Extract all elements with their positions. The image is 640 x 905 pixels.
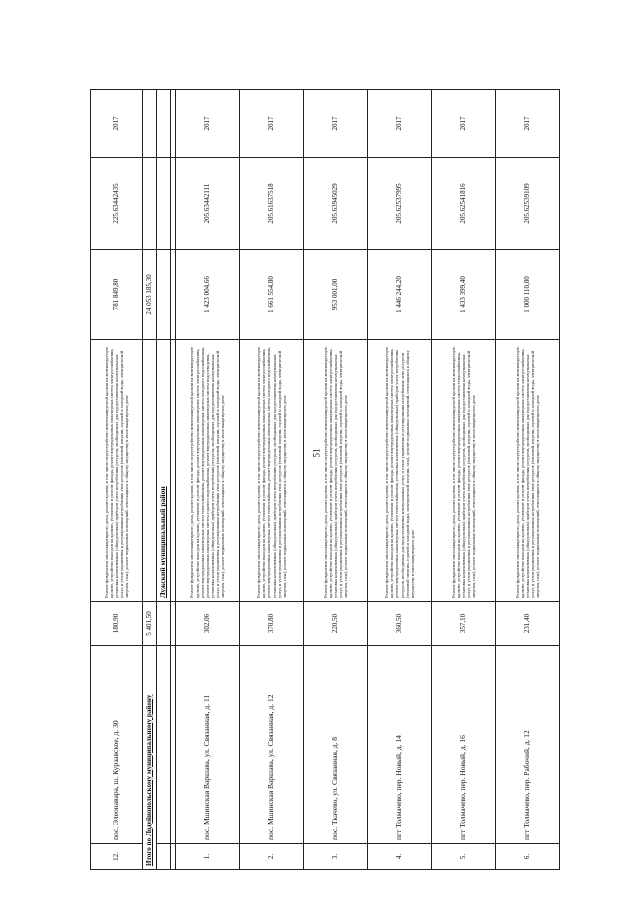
rotated-table-container: [90, 90, 560, 870]
row-number: 2.: [240, 844, 304, 870]
row-number: 3.: [304, 844, 368, 870]
table-row: [304, 90, 368, 870]
code-cell: 205.62541816: [432, 158, 496, 250]
row-number: 12.: [91, 844, 143, 870]
district-empty-cell: [157, 90, 171, 158]
year-cell: 2017: [304, 90, 368, 158]
year-cell: 2017: [240, 90, 304, 158]
district-row: [157, 90, 171, 870]
district-empty-cell: [157, 250, 171, 340]
cost-cell: 781 849,80: [91, 250, 143, 340]
work-description-cell: Ремонт фундамента многоквартирного дома, ремонт кровли, в том числе переустройство невентилируемой кровли на вентилируемую кровлю, устройство выходов на кровлю, утепление и ремонт фасада, ремонт внутридомовых инженерных систем электроснабжения, ремонт внутридомовых инженерных систем теплоснабжения, ремонт внутридомовых инженерных систем холодного водоснабжения, ремонт внутридомовых инженерных систем горячего водоснабжения, ремонт внутридомовых инженерных систем водоотведения, установка коллективных (общедомовых) приборов учета потребления ресурсов, необходимых для предоставления коммунальных услуг, и узлов управления и регулирования потребления этих ресурсов (тепловой энергии, горячей и холодной воды, электрической энергии, газа), ремонт подвальных помещений, относящихся к общему имуществу в многоквартирном доме: [176, 340, 240, 602]
area-cell: 180,90: [91, 602, 143, 646]
total-cost: 24 053 185,30: [143, 250, 157, 340]
total-row: [143, 90, 157, 870]
code-cell: 205.63945029: [304, 158, 368, 250]
cost-cell: 953 001,00: [304, 250, 368, 340]
code-cell: 205.61637518: [240, 158, 304, 250]
total-empty-cell: [143, 340, 157, 602]
total-empty-cell: [143, 90, 157, 158]
area-cell: 357,10: [432, 602, 496, 646]
work-description-cell: Ремонт фундамента многоквартирного дома, ремонт кровли, в том числе переустройство невентилируемой кровли на вентилируемую кровлю, устройство выходов на кровлю, утепление и ремонт фасада, ремонт внутридомовых инженерных систем теплоснабжения, установка коллективных (общедомовых) приборов учета потребления ресурсов, необходимых для предоставления коммунальных услуг, и узлов управления и регулирования потребления этих ресурсов (тепловой энергии, горячей и холодной воды, электрической энергии, газа), ремонт подвальных помещений, относящихся к общему имуществу в многоквартирном доме: [432, 340, 496, 602]
total-area: 5 401,50: [143, 602, 157, 646]
year-cell: 2017: [496, 90, 560, 158]
address-cell: пгт Толмачево, пер. Новый, д. 14: [368, 646, 432, 844]
page-number: 51: [311, 448, 322, 458]
district-empty-cell: [157, 158, 171, 250]
row-number: 5.: [432, 844, 496, 870]
table-row: [432, 90, 496, 870]
address-cell: пос. Элеонавара, ш. Курзавское, д. 30: [91, 646, 143, 844]
code-cell: 205.63442111: [176, 158, 240, 250]
code-cell: 205.62537995: [368, 158, 432, 250]
address-cell: пос. Мшинская Варшава, ул. Связанная, д. 12: [240, 646, 304, 844]
cost-cell: 1 000 110,80: [496, 250, 560, 340]
total-label: Итого по Лодейнопольскому муниципальному району: [143, 646, 157, 870]
district-empty-cell: [157, 646, 171, 844]
address-cell: пгт Толмачево, пер. Рабочий, д. 12: [496, 646, 560, 844]
code-cell: 225.63442435: [91, 158, 143, 250]
area-cell: 302,06: [176, 602, 240, 646]
address-cell: пос. Мшинская Варшава, ул. Связанная, д. 11: [176, 646, 240, 844]
table-row: [368, 90, 432, 870]
year-cell: 2017: [91, 90, 143, 158]
area-cell: 231,40: [496, 602, 560, 646]
work-description-cell: Ремонт фундамента многоквартирного дома, ремонт кровли, в том числе переустройство невентилируемой кровли на вентилируемую кровлю, устройство выходов на кровлю, утепление и ремонт фасада, ремонт внутридомовых инженерных систем электроснабжения, ремонт внутридомовых инженерных систем теплоснабжения, ремонт внутридомовых инженерных систем холодного водоснабжения, установка коллективных (общедомовых) приборов учета потребления ресурсов, необходимых для предоставления коммунальных услуг, и узлов управления и регулирования потребления этих ресурсов (тепловой энергии, горячей и холодной воды, электрической энергии, газа), ремонт подвальных помещений, относящихся к общему имуществу в многоквартирном доме: [240, 340, 304, 602]
table-row: [91, 90, 143, 870]
cost-cell: 1 433 399,40: [432, 250, 496, 340]
cost-cell: 1 661 554,80: [240, 250, 304, 340]
district-empty-cell: [157, 844, 171, 870]
cost-cell: 1 423 004,66: [176, 250, 240, 340]
cost-cell: 1 446 244,20: [368, 250, 432, 340]
row-number: 4.: [368, 844, 432, 870]
work-description-cell: Ремонт фундамента многоквартирного дома, ремонт кровли, в том числе переустройство невентилируемой кровли на вентилируемую кровлю, устройство выходов на кровлю, утепление и ремонт фасада, ремонт внутридомовых инженерных систем электроснабжения, ремонт внутридомовых инженерных систем теплоснабжения, установка коллективных (общедомовых) приборов учета потребления ресурсов, необходимых для предоставления коммунальных услуг, и узлов управления и регулирования потребления этих ресурсов (тепловой энергии, горячей и холодной воды, электрической энергии, газа), ремонт подвальных помещений, относящихся к общему имуществу в многоквартирном доме: [368, 340, 432, 602]
total-empty-cell: [143, 158, 157, 250]
address-cell: пос. Ткачево, ул. Связанная, д. 8: [304, 646, 368, 844]
work-description-cell: Ремонт фундамента многоквартирного дома, ремонт кровли, в том числе переустройство невентилируемой кровли на вентилируемую кровлю, устройство выходов на кровлю, утепление и ремонт фасада, ремонт внутридомовых инженерных систем электроснабжения, установка коллективных (общедомовых) приборов учета потребления ресурсов, необходимых для предоставления коммунальных услуг, и узлов управления и регулирования потребления этих ресурсов (тепловой энергии, горячей и холодной воды, электрической энергии, газа), ремонт подвальных помещений, относящихся к общему имуществу в многоквартирном доме: [91, 340, 143, 602]
district-title: Лужский муниципальный район: [157, 340, 171, 602]
code-cell: 205.62539109: [496, 158, 560, 250]
table-row: [496, 90, 560, 870]
work-description-cell: Ремонт фундамента многоквартирного дома, ремонт кровли, в том числе переустройство невентилируемой кровли на вентилируемую кровлю, устройство выходов на кровлю, утепление и ремонт фасада, ремонт внутридомовых инженерных систем электроснабжения, установка коллективных (общедомовых) приборов учета потребления ресурсов, необходимых для предоставления коммунальных услуг, и узлов управления и регулирования потребления этих ресурсов (тепловой энергии, горячей и холодной воды, электрической энергии, газа), ремонт подвальных помещений, относящихся к общему имуществу в многоквартирном доме: [304, 340, 368, 602]
year-cell: 2017: [432, 90, 496, 158]
row-number: 6.: [496, 844, 560, 870]
area-cell: 360,50: [368, 602, 432, 646]
area-cell: 220,50: [304, 602, 368, 646]
year-cell: 2017: [176, 90, 240, 158]
table-row: [176, 90, 240, 870]
table-row: [240, 90, 304, 870]
address-cell: пгт Толмачево, пер. Новый, д. 16: [432, 646, 496, 844]
year-cell: 2017: [368, 90, 432, 158]
work-description-cell: Ремонт фундамента многоквартирного дома, ремонт кровли, в том числе переустройство невентилируемой кровли на вентилируемую кровлю, устройство выходов на кровлю, утепление и ремонт фасада, ремонт внутридомовых инженерных систем электроснабжения, установка коллективных (общедомовых) приборов учета потребления ресурсов, необходимых для предоставления коммунальных услуг, и узлов управления и регулирования потребления этих ресурсов (тепловой энергии, горячей и холодной воды, электрической энергии, газа), ремонт подвальных помещений, относящихся к общему имуществу в многоквартирном доме: [496, 340, 560, 602]
area-cell: 370,80: [240, 602, 304, 646]
repair-program-table: [90, 89, 560, 870]
row-number: 1.: [176, 844, 240, 870]
district-empty-cell: [157, 602, 171, 646]
